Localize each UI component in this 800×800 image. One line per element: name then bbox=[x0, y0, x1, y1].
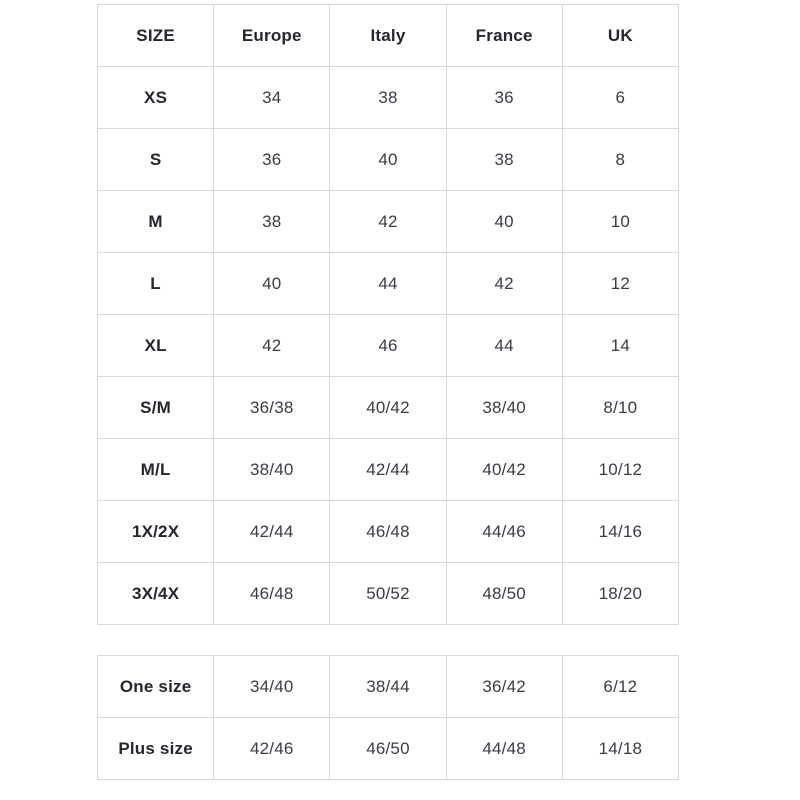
value-cell: 12 bbox=[562, 253, 678, 315]
value-cell: 36 bbox=[214, 129, 330, 191]
table-row bbox=[98, 191, 679, 253]
value-cell: 46/50 bbox=[330, 718, 446, 780]
value-cell: 40/42 bbox=[446, 439, 562, 501]
table-row bbox=[98, 67, 679, 129]
value-cell: 18/20 bbox=[562, 563, 678, 625]
header-row bbox=[98, 5, 679, 67]
size-conversion-table bbox=[97, 4, 679, 625]
header-cell-france: France bbox=[446, 5, 562, 67]
value-cell: 14/16 bbox=[562, 501, 678, 563]
value-cell: 34/40 bbox=[214, 656, 330, 718]
size-label-cell: M/L bbox=[98, 439, 214, 501]
table-row bbox=[98, 315, 679, 377]
value-cell: 44/48 bbox=[446, 718, 562, 780]
table-row bbox=[98, 718, 679, 780]
header-cell-uk: UK bbox=[562, 5, 678, 67]
value-cell: 44/46 bbox=[446, 501, 562, 563]
table-row bbox=[98, 253, 679, 315]
value-cell: 40 bbox=[330, 129, 446, 191]
size-label-cell: XS bbox=[98, 67, 214, 129]
value-cell: 38/40 bbox=[214, 439, 330, 501]
value-cell: 10 bbox=[562, 191, 678, 253]
value-cell: 36 bbox=[446, 67, 562, 129]
table-row bbox=[98, 377, 679, 439]
value-cell: 38/40 bbox=[446, 377, 562, 439]
size-label-cell: L bbox=[98, 253, 214, 315]
value-cell: 38 bbox=[446, 129, 562, 191]
value-cell: 6 bbox=[562, 67, 678, 129]
value-cell: 14 bbox=[562, 315, 678, 377]
value-cell: 44 bbox=[330, 253, 446, 315]
table-row bbox=[98, 501, 679, 563]
size-label-cell: S/M bbox=[98, 377, 214, 439]
value-cell: 38/44 bbox=[330, 656, 446, 718]
value-cell: 46/48 bbox=[214, 563, 330, 625]
value-cell: 38 bbox=[214, 191, 330, 253]
value-cell: 48/50 bbox=[446, 563, 562, 625]
size-label-cell: S bbox=[98, 129, 214, 191]
table-row bbox=[98, 656, 679, 718]
value-cell: 8/10 bbox=[562, 377, 678, 439]
value-cell: 46/48 bbox=[330, 501, 446, 563]
value-cell: 8 bbox=[562, 129, 678, 191]
value-cell: 42/44 bbox=[214, 501, 330, 563]
value-cell: 36/42 bbox=[446, 656, 562, 718]
value-cell: 42 bbox=[446, 253, 562, 315]
header-cell-europe: Europe bbox=[214, 5, 330, 67]
value-cell: 34 bbox=[214, 67, 330, 129]
value-cell: 44 bbox=[446, 315, 562, 377]
special-size-table bbox=[97, 655, 679, 780]
size-label-cell: XL bbox=[98, 315, 214, 377]
size-chart-container bbox=[97, 4, 679, 780]
value-cell: 42/44 bbox=[330, 439, 446, 501]
value-cell: 38 bbox=[330, 67, 446, 129]
size-label-cell: Plus size bbox=[98, 718, 214, 780]
value-cell: 36/38 bbox=[214, 377, 330, 439]
value-cell: 10/12 bbox=[562, 439, 678, 501]
size-label-cell: One size bbox=[98, 656, 214, 718]
size-label-cell: M bbox=[98, 191, 214, 253]
value-cell: 40/42 bbox=[330, 377, 446, 439]
value-cell: 6/12 bbox=[562, 656, 678, 718]
size-label-cell: 3X/4X bbox=[98, 563, 214, 625]
value-cell: 40 bbox=[214, 253, 330, 315]
table-row bbox=[98, 439, 679, 501]
value-cell: 50/52 bbox=[330, 563, 446, 625]
value-cell: 42/46 bbox=[214, 718, 330, 780]
value-cell: 42 bbox=[214, 315, 330, 377]
header-cell-size: SIZE bbox=[98, 5, 214, 67]
value-cell: 42 bbox=[330, 191, 446, 253]
value-cell: 40 bbox=[446, 191, 562, 253]
value-cell: 14/18 bbox=[562, 718, 678, 780]
table-row bbox=[98, 563, 679, 625]
header-cell-italy: Italy bbox=[330, 5, 446, 67]
value-cell: 46 bbox=[330, 315, 446, 377]
table-row bbox=[98, 129, 679, 191]
size-label-cell: 1X/2X bbox=[98, 501, 214, 563]
